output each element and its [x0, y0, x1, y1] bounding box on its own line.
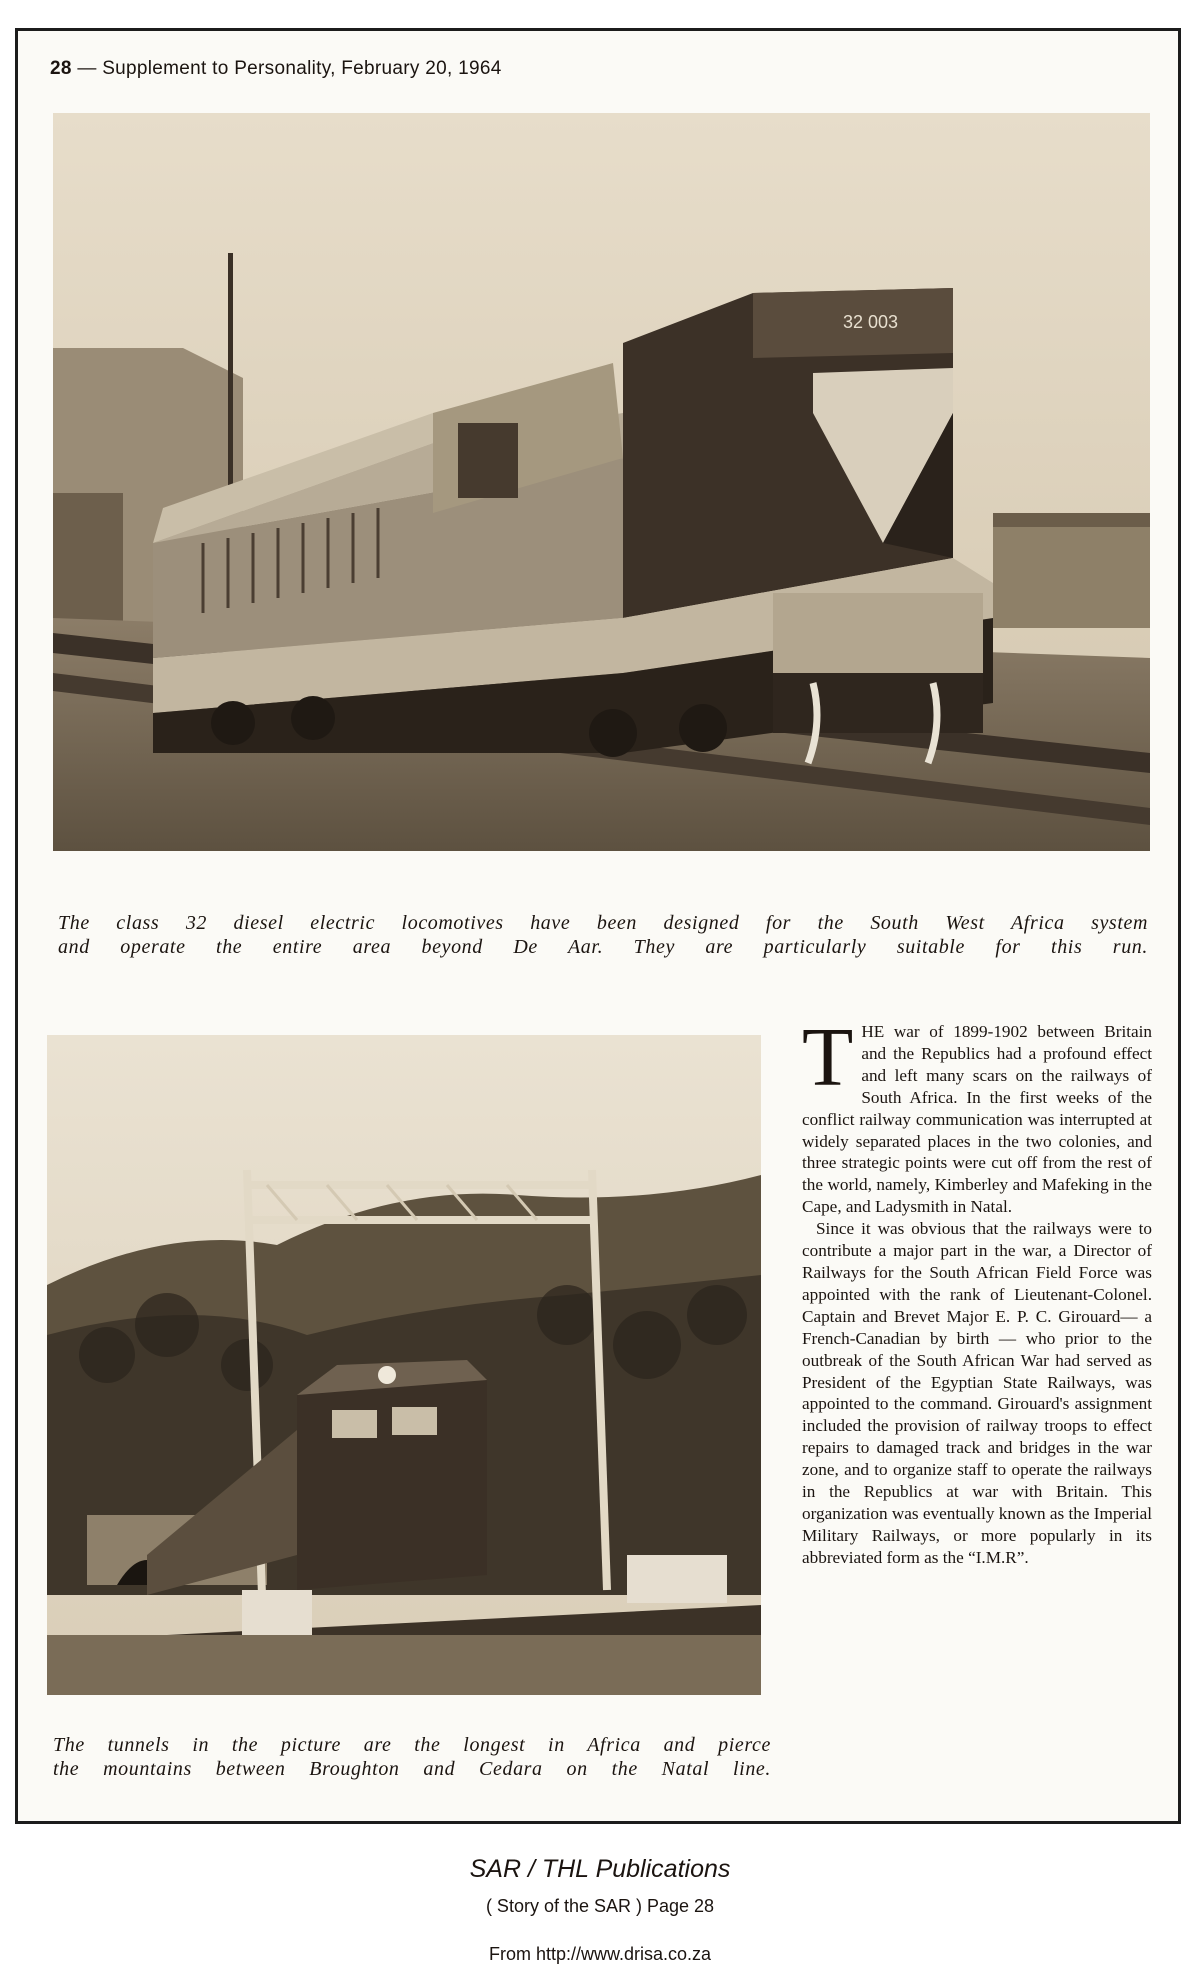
footer-subtitle: ( Story of the SAR ) Page 28 [485, 1896, 715, 1916]
tunnel-train-photo [47, 1035, 761, 1695]
bottom-photo-caption [53, 1733, 771, 1781]
locomotive-number: 32 003 [843, 312, 899, 332]
article-paragraph-2-text: Since it was obvious that the railways were to contribute a major part in the war, a Director of Railways for the South African Field Force was appointed with the rank of Lieutenant-Colonel. Captain and Brevet Major E. P. C. Girouard— a French-Canadian by birth — who prior to the outbreak of the South African War had served as President of the Egyptian State Railways, was appointed to the command. Girouard's assignment included the provision of railway troops to effect repairs to damaged track and bridges in the war zone, and to organize staff to operate the railways in the Republics at war with Britain. This organization was eventually known as the Imperial Military Railways, or more popularly in its abbreviated form as the “I.M.R”. [802, 1219, 1153, 1567]
top-photo-caption [58, 911, 1148, 959]
bottom-caption-line-1: The tunnels in the picture are the longest in Africa and pierce [53, 1734, 771, 1756]
drop-cap: T [802, 1011, 854, 1104]
top-caption-line-1: The class 32 diesel electric locomotives have been designed for the South West Africa system [58, 912, 1148, 934]
article-paragraph-2 [802, 1218, 1152, 1569]
footer-title: SAR / THL Publications [469, 1855, 731, 1883]
locomotive-photo [53, 113, 1150, 851]
footer-source: From http://www.drisa.co.za [488, 1944, 712, 1964]
bottom-caption-line-2: the mountains between Broughton and Cedara on the Natal line. [53, 1758, 771, 1780]
tunnel-train-illustration [47, 1035, 761, 1695]
locomotive-illustration [53, 113, 1150, 851]
page-number: 28 [50, 58, 72, 79]
top-caption-line-2: and operate the entire area beyond De Aar. They are particularly suitable for this run. [58, 936, 1148, 958]
article-paragraph-1 [802, 1011, 1152, 1218]
article-body [802, 1011, 1153, 1569]
article-paragraph-1-text: HE war of 1899-1902 between Britain and the Republics had a profound effect and left many scars on the railways of South Africa. In the first weeks of the conflict railway communication was interrupted at widely separated places in the two colonies, and three strategic points were cut off from the rest of the world, namely, Kimberley and Mafeking in the Cape, and Ladysmith in Natal. [802, 1022, 1152, 1217]
running-title: — Supplement to Personality, February 20, 1964 [77, 58, 502, 79]
page-header [50, 58, 502, 80]
